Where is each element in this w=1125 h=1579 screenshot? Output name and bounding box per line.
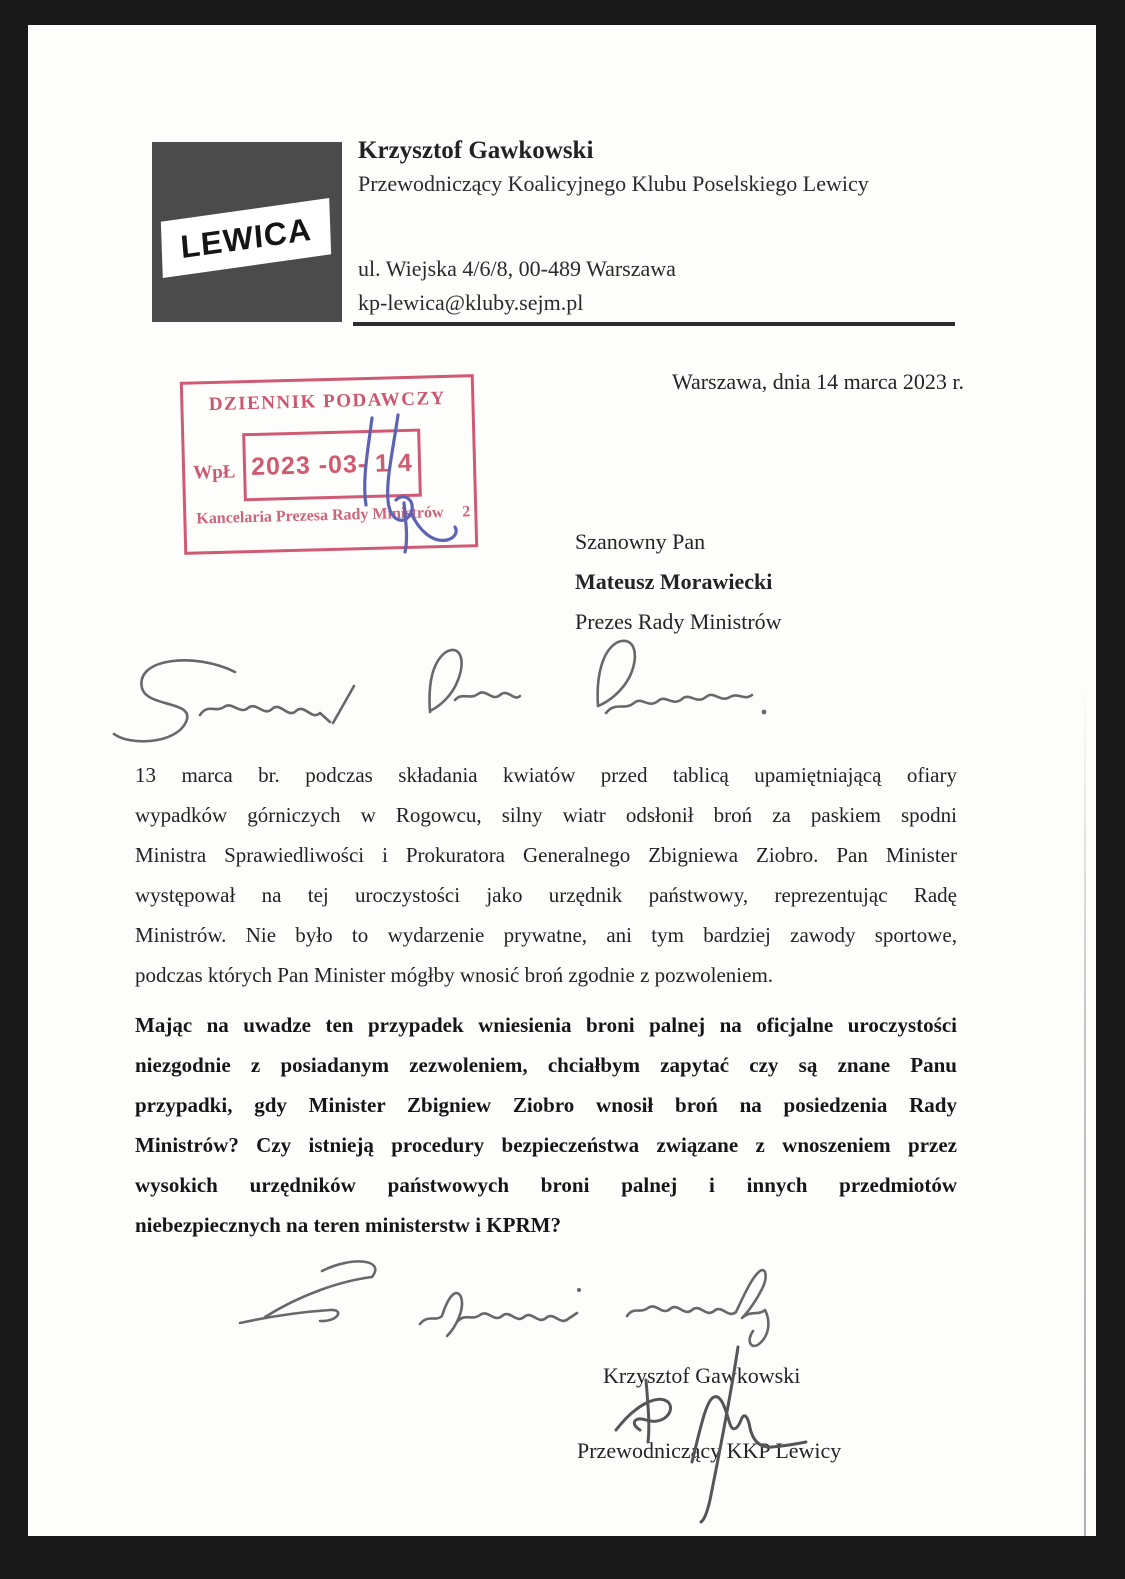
stamp-field-label: WpŁ <box>192 461 236 484</box>
scan-artifact-line <box>1084 685 1086 1536</box>
text-line: wypadków górniczych w Rogowcu, silny wiatr odsłonił broń za paskiem spodni <box>135 803 957 827</box>
text-line: niebezpiecznych na teren ministerstw i KPRM? <box>135 1213 561 1237</box>
sender-title: Przewodniczący Koalicyjnego Klubu Poselskiego Lewicy <box>358 171 869 196</box>
header-rule <box>353 322 955 326</box>
text-line: przypadki, gdy Minister Zbigniew Ziobro wnosił broń na posiedzenia Rady <box>135 1093 957 1117</box>
recipient-name: Mateusz Morawiecki <box>575 569 773 594</box>
body-paragraph-1 <box>135 755 957 995</box>
sender-name: Krzysztof Gawkowski <box>358 137 594 164</box>
sender-email: kp-lewica@kluby.sejm.pl <box>358 290 584 315</box>
signature-name: Krzysztof Gawkowski <box>603 1363 801 1388</box>
text-line: Mając na uwadze ten przypadek wniesienia broni palnej na oficjalne uroczystości <box>135 1013 957 1037</box>
text-line: wysokich urzędników państwowych broni palnej i innych przedmiotów <box>135 1173 957 1197</box>
recipient-role: Prezes Rady Ministrów <box>575 609 782 634</box>
handwritten-greeting <box>114 641 766 741</box>
text-line: podczas których Pan Minister mógłby wnosić broń zgodnie z pozwoleniem. <box>135 963 774 987</box>
stamp-number: 2 <box>462 503 471 521</box>
text-line: niezgodnie z posiadanym zezwoleniem, chciałbym zapytać czy są znane Panu <box>135 1053 957 1077</box>
stamp-title: DZIENNIK PODAWCZY <box>208 387 447 416</box>
stamp-office <box>196 503 471 528</box>
letter-page <box>28 25 1096 1536</box>
text-line: 13 marca br. podczas składania kwiatów przed tablicą upamiętniającą ofiary <box>135 763 957 787</box>
text-line: Ministrów? Czy istnieją procedury bezpieczeństwa związane z wnoszeniem przez <box>135 1133 957 1157</box>
stamp-date: 2023 -03- 1 4 <box>250 448 414 481</box>
signature-title: Przewodniczący KKP Lewicy <box>577 1438 842 1463</box>
recipient-block <box>575 522 782 642</box>
recipient-salutation: Szanowny Pan <box>575 529 706 554</box>
text-line: Ministra Sprawiedliwości i Prokuratora Generalnego Zbigniewa Ziobro. Pan Minister <box>135 843 957 867</box>
body-paragraph-2 <box>135 1005 957 1245</box>
dateline: Warszawa, dnia 14 marca 2023 r. <box>671 369 964 394</box>
lewica-logo <box>152 142 342 322</box>
sender-address: ul. Wiejska 4/6/8, 00-489 Warszawa <box>358 256 676 281</box>
logo-band <box>161 198 331 278</box>
handwritten-closing <box>240 1261 768 1346</box>
stamp-office-text: Kancelaria Prezesa Rady Ministrów <box>196 504 444 528</box>
stamp-date-box <box>242 429 422 502</box>
text-line: występował na tej uroczystości jako urzędnik państwowy, reprezentując Radę <box>135 883 957 907</box>
logo-text: LEWICA <box>178 210 313 265</box>
registry-stamp <box>180 374 478 555</box>
text-line: Ministrów. Nie było to wydarzenie prywatne, ani tym bardziej zawody sportowe, <box>135 923 957 947</box>
